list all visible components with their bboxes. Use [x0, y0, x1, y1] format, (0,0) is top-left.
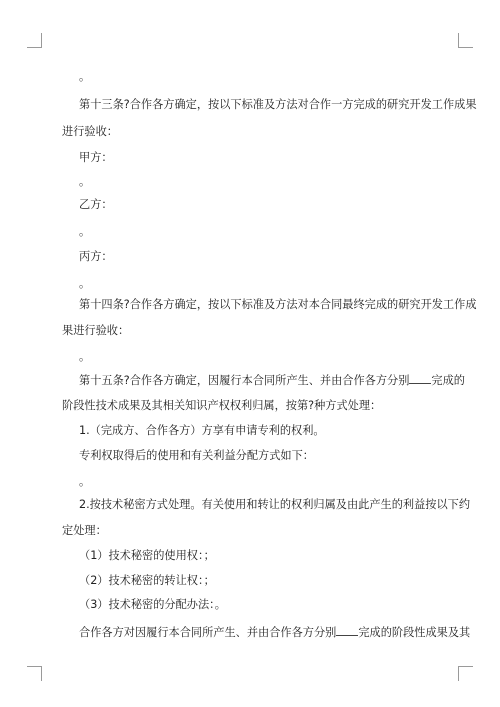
paragraph-line: 2.按技术秘密方式处理。有关使用和转让的权利归属及由此产生的利益按以下约	[79, 498, 471, 511]
paragraph-line: 第十四条?合作各方确定，按以下标准及方法对本合同最终完成的研究开发工作成	[79, 298, 477, 311]
crop-mark-bottom-left	[27, 666, 42, 681]
paragraph-line: 。	[79, 70, 91, 83]
paragraph-line: 第十三条?合作各方确定，按以下标准及方法对合作一方完成的研究开发工作成果	[79, 98, 477, 111]
paragraph-line	[79, 625, 471, 640]
paragraph-line: 定处理：	[62, 524, 107, 537]
paragraph-text: 完成的	[431, 374, 465, 387]
paragraph-line: （3）技术秘密的分配办法：。	[79, 598, 226, 611]
paragraph-text: 完成的阶段性成果及其	[358, 626, 471, 639]
crop-mark-top-right	[458, 33, 473, 48]
paragraph-line: 进行验收：	[62, 125, 118, 138]
paragraph-line: 甲方：	[79, 151, 113, 164]
paragraph-line: 乙方：	[79, 198, 113, 211]
crop-mark-bottom-right	[458, 666, 473, 681]
fill-in-blank[interactable]	[409, 373, 431, 384]
fill-in-blank[interactable]	[336, 625, 358, 636]
paragraph-line: 。	[79, 350, 91, 363]
paragraph-line: 。	[79, 225, 91, 238]
paragraph-line	[79, 373, 465, 388]
paragraph-line: 。	[79, 475, 91, 488]
paragraph-text: 合作各方对因履行本合同所产生、并由合作各方分别	[79, 626, 337, 639]
paragraph-text: 第十五条?合作各方确定，因履行本合同所产生、并由合作各方分别	[79, 374, 410, 387]
paragraph-line: 阶段性技术成果及其相关知识产权权利归属，按第?种方式处理：	[62, 399, 382, 412]
paragraph-line: 。	[79, 277, 91, 290]
paragraph-line: 。	[79, 175, 91, 188]
crop-mark-top-left	[27, 33, 42, 48]
paragraph-line: （1）技术秘密的使用权：；	[79, 549, 215, 562]
paragraph-line: 丙方：	[79, 250, 113, 263]
paragraph-line: 果进行验收：	[62, 324, 130, 337]
paragraph-line: 1.（完成方、合作各方）方享有申请专利的权利。	[79, 424, 325, 437]
paragraph-line: 专利权取得后的使用和有关利益分配方式如下：	[79, 449, 314, 462]
paragraph-line: （2）技术秘密的转让权：；	[79, 574, 215, 587]
